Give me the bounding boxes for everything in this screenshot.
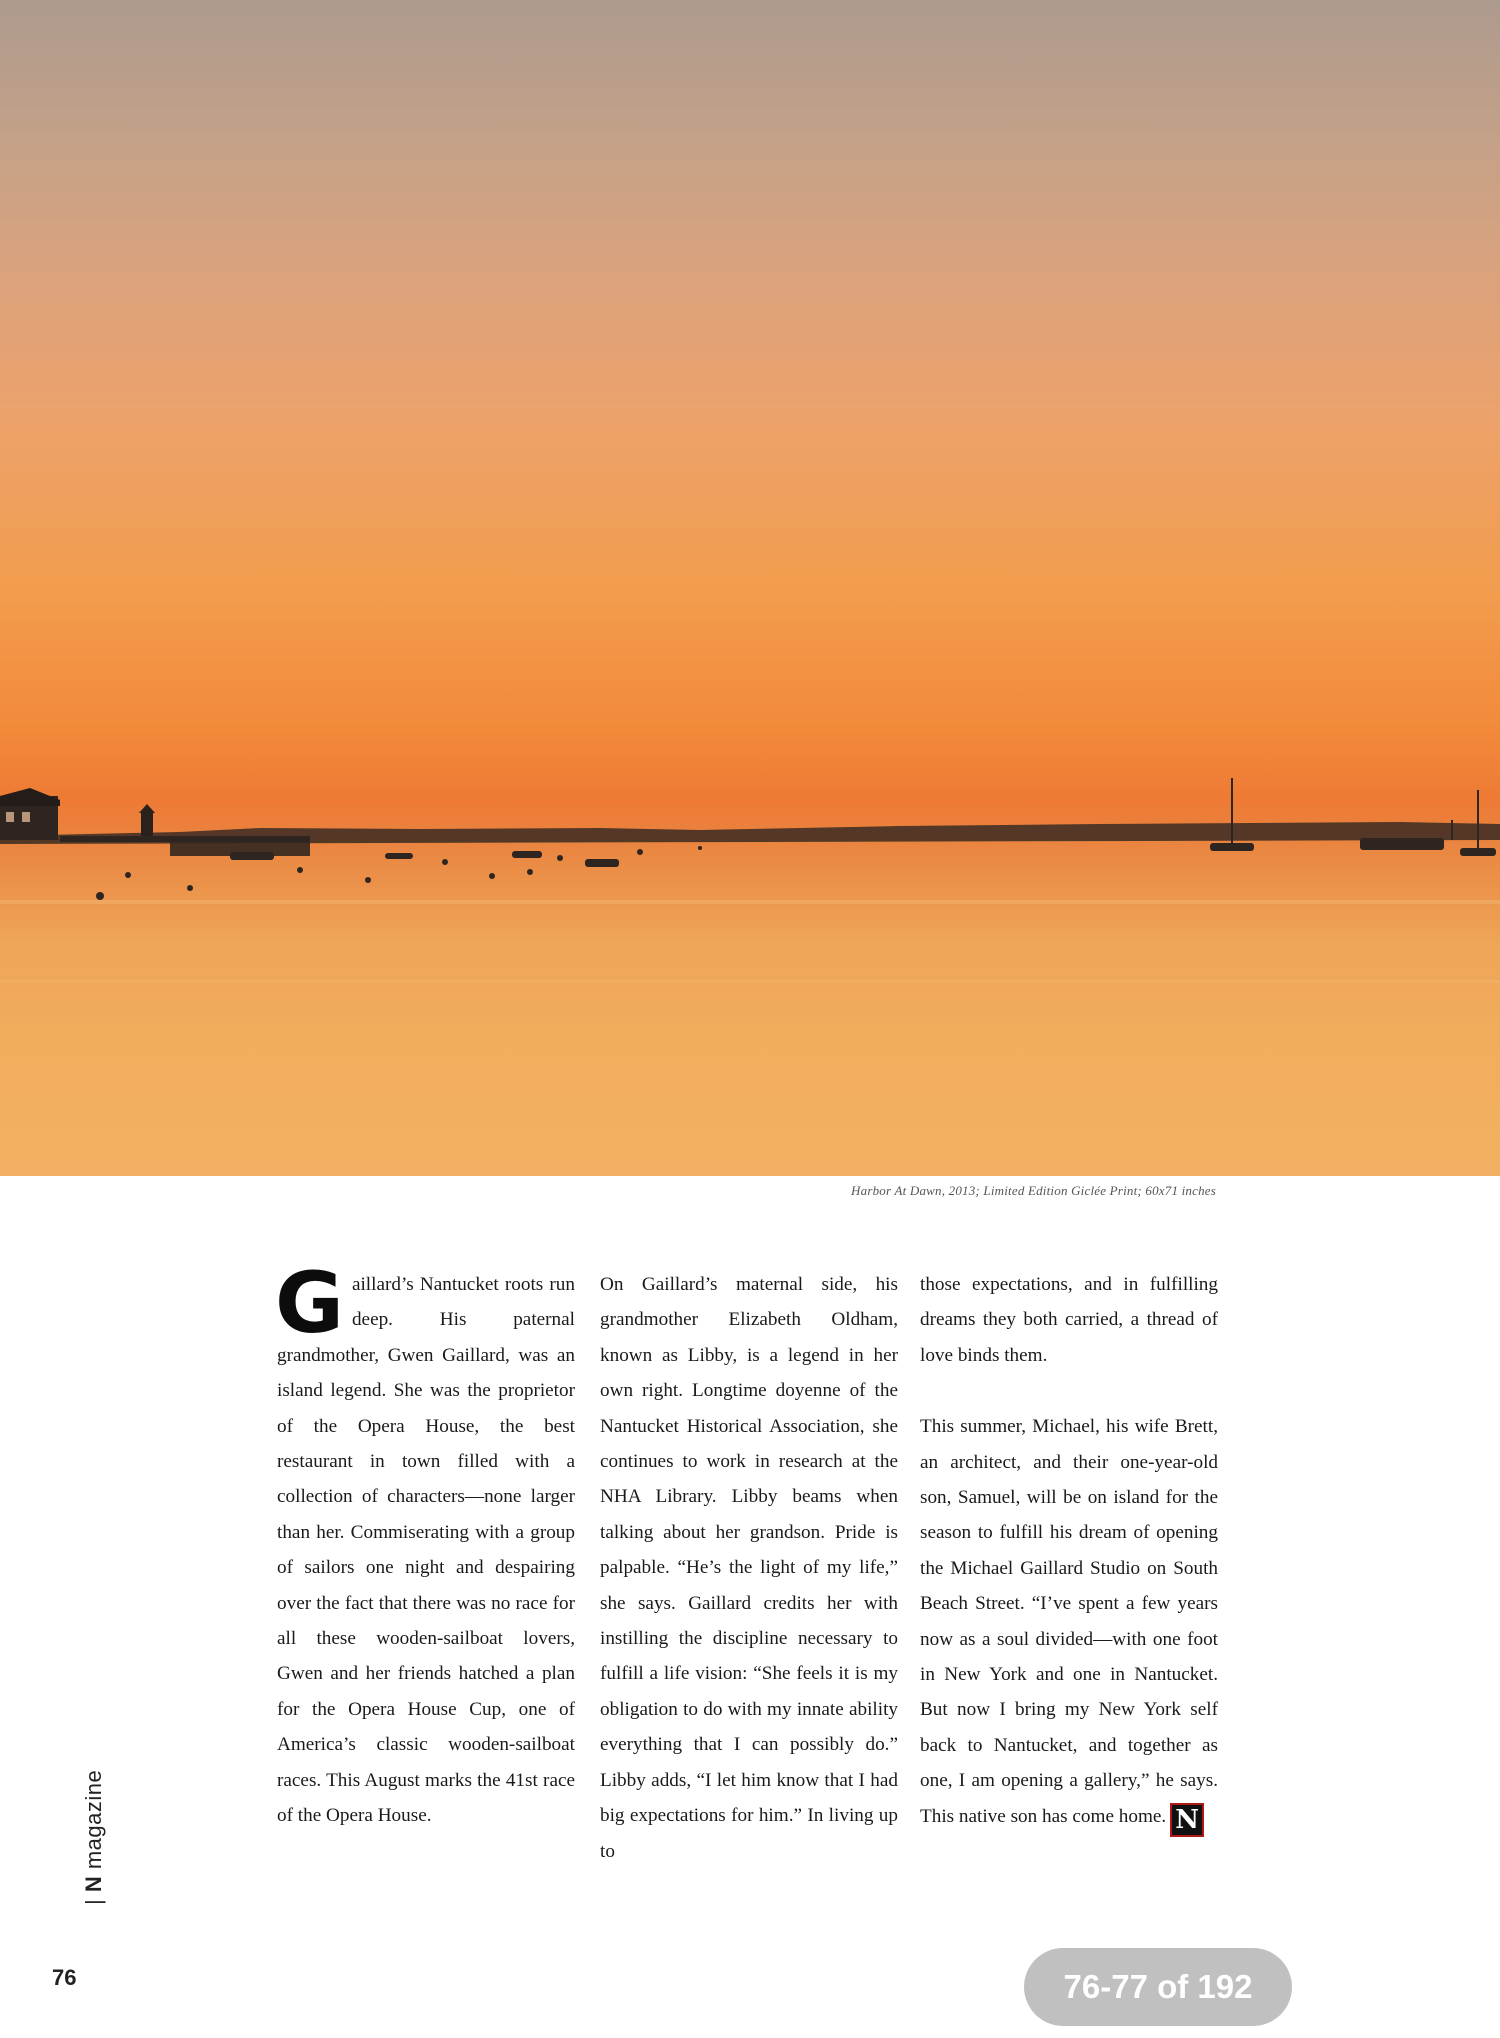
article-paragraph: those expectations, and in fulfilling dreams they both carried, a thread of love binds them. xyxy=(920,1274,1218,1366)
drop-cap: G xyxy=(275,1254,344,1352)
end-mark-logo: N xyxy=(1170,1803,1204,1837)
article-column-1 xyxy=(275,1254,575,1834)
article-column-3 xyxy=(920,1267,1218,1837)
paragraph-text: This summer, Michael, his wife Brett, an architect, and their one-year-old son, Samuel, will be on island for the season to fulfill his dream of opening the Michael Gaillard Studio on South Beach Street. “I’ve spent a few years now as a soul divided—with one foot in New York and one in Nantucket. But now I bring my New York self back to Nantucket, and together as one, I am opening a gallery,” he says. This native son has come home. xyxy=(920,1416,1218,1827)
article-paragraph xyxy=(275,1254,575,1834)
article-paragraph xyxy=(920,1409,1218,1836)
paragraph-gap xyxy=(920,1373,1218,1409)
magazine-word: magazine xyxy=(81,1769,106,1870)
article-paragraph: On Gaillard’s maternal side, his grandmother Elizabeth Oldham, known as Libby, is a legend in her own right. Longtime doyenne of the Nantucket Historical Association, she continues to work in research at the NHA Library. Libby beams when talking about her grandson. Pride is palpable. “He’s the light of my life,” she says. Gaillard credits her with instilling the discipline necessary to fulfill a life vision: “She feels it is my obligation to do with my innate ability everything that I can possibly do.” Libby adds, “I let him know that I had big expectations for him.” In living up to xyxy=(600,1274,898,1862)
page-number: 76 xyxy=(52,1965,77,1990)
separator: | xyxy=(81,1898,106,1905)
photo-caption: Harbor At Dawn, 2013; Limited Edition Giclée Print; 60x71 inches xyxy=(851,1183,1216,1198)
paragraph-text: aillard’s Nantucket roots run deep. His paternal grandmother, Gwen Gaillard, was an island legend. She was the proprietor of the Opera House, the best restaurant in town filled with a collection of characters—none larger than her. Commiserating with a group of sailors one night and despairing over the fact that there was no race for all these wooden-sailboat lovers, Gwen and her friends hatched a plan for the Opera House Cup, one of America’s classic wooden-sailboat races. This August marks the 41st race of the Opera House. xyxy=(277,1274,575,1827)
article-column-2 xyxy=(600,1267,898,1869)
magazine-name xyxy=(81,1770,107,1905)
page-indicator[interactable]: 76-77 of 192 xyxy=(1024,1948,1292,2026)
magazine-letter: N xyxy=(81,1875,106,1893)
